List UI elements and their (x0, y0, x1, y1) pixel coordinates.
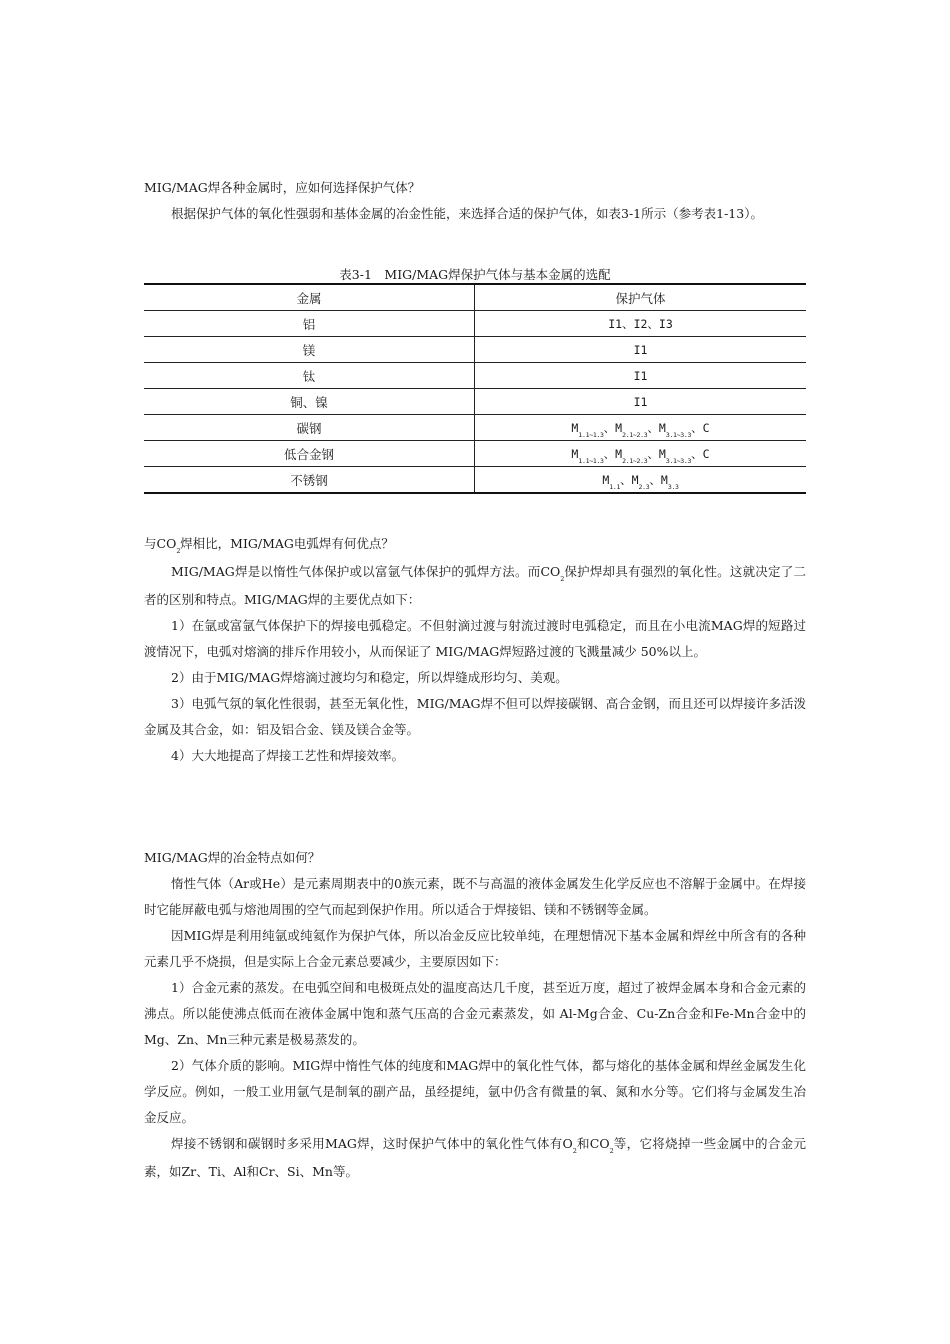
paragraph: 2）气体介质的影响。MIG焊中惰性气体的纯度和MAG焊中的氧化性气体，都与熔化的基体金属和焊丝金属发生化学反应。例如，一般工业用氩气是制氧的副产品，虽经提纯，氩中仍含有微量的氧、氮和水分等。它们将与金属发生冶金反应。 (144, 1058, 806, 1125)
table-row (144, 337, 806, 363)
metal-cell: 镁 (144, 337, 475, 363)
gas-metal-table (144, 283, 806, 494)
question-title: MIG/MAG焊的冶金特点如何？ (144, 850, 321, 865)
header-metal: 金属 (144, 284, 475, 311)
gas-cell: I1、I2、I3 (475, 311, 807, 337)
section-metallurgy (144, 845, 806, 1185)
paragraph: 焊接不锈钢和碳钢时多采用MAG焊，这时保护气体中的氧化性气体有$O_2$和$CO_2$等，它将烧掉一些金属中的合金元素，如Zr、Ti、Al和Cr、Si、Mn等。 (144, 1136, 806, 1179)
list-item: 1）在氩或富氩气体保护下的焊接电弧稳定。不但射滴过渡与射流过渡时电弧稳定，而且在小电流MAG焊的短路过渡情况下，电弧对熔滴的排斥作用较小，从而保证了 MIG/MAG焊短路过渡的飞溅量减少 50%以上。 (144, 618, 806, 659)
metal-cell: 不锈钢 (144, 467, 475, 494)
table-row (144, 415, 806, 441)
paragraph: 1）合金元素的蒸发。在电弧空间和电极斑点处的温度高达几千度，甚至近万度，超过了被焊金属本身和合金元素的沸点。所以能使沸点低而在液体金属中饱和蒸气压高的合金元素蒸发，如 Al-Mg合金、Cu-Zn合金和Fe-Mn合金中的Mg、Zn、Mn三种元素是极易蒸发的。 (144, 980, 806, 1047)
question-title: 与$CO_2$焊相比，MIG/MAG电弧焊有何优点？ (144, 536, 394, 555)
gas-cell: I1 (475, 363, 807, 389)
paragraph: 惰性气体（Ar或He）是元素周期表中的0族元素，既不与高温的液体金属发生化学反应也不溶解于金属中。在焊接时它能屏蔽电弧与熔池周围的空气而起到保护作用。所以适合于焊接铝、镁和不锈钢等金属。 (144, 876, 806, 917)
gas-cell: $M_{1.1}$、$M_{2.3}$、$M_{3.3}$ (475, 467, 807, 494)
metal-cell: 铝 (144, 311, 475, 337)
section-gas-selection (144, 175, 806, 227)
paragraph: 根据保护气体的氧化性强弱和基体金属的冶金性能，来选择合适的保护气体，如表3-1所示（参考表1-13）。 (171, 206, 763, 221)
metal-cell: 钛 (144, 363, 475, 389)
gas-cell: $M_{1.1\sim 1.3}$、$M_{2.1\sim 2.3}$、$M_{3.1\sim 3.3}$、C (475, 415, 807, 441)
header-gas: 保护气体 (475, 284, 807, 311)
table-row (144, 363, 806, 389)
list-item: 4）大大地提高了焊接工艺性和焊接效率。 (171, 748, 404, 763)
metal-cell: 铜、镍 (144, 389, 475, 415)
table-caption: 表3-1 MIG/MAG焊保护气体与基本金属的选配 (339, 267, 611, 282)
paragraph: MIG/MAG焊是以惰性气体保护或以富氩气体保护的弧焊方法。而$CO_2$保护焊却具有强烈的氧化性。这就决定了二者的区别和特点。MIG/MAG焊的主要优点如下： (144, 564, 806, 607)
metal-cell: 碳钢 (144, 415, 475, 441)
question-title: MIG/MAG焊各种金属时，应如何选择保护气体？ (144, 180, 421, 195)
gas-cell: I1 (475, 337, 807, 363)
table-row (144, 441, 806, 467)
gas-cell: I1 (475, 389, 807, 415)
section-advantages (144, 531, 806, 769)
table-row (144, 311, 806, 337)
paragraph: 因MIG焊是利用纯氩或纯氦作为保护气体，所以冶金反应比较单纯，在理想情况下基本金属和焊丝中所含有的各种元素几乎不烧损，但是实际上合金元素总要减少，主要原因如下： (144, 928, 806, 969)
gas-cell: $M_{1.1\sim 1.3}$、$M_{2.1\sim 2.3}$、$M_{3.1\sim 3.3}$、C (475, 441, 807, 467)
list-item: 3）电弧气氛的氧化性很弱，甚至无氧化性，MIG/MAG焊不但可以焊接碳钢、高合金钢，而且还可以焊接许多活泼金属及其合金，如：铝及铝合金、镁及镁合金等。 (144, 696, 806, 737)
metal-cell: 低合金钢 (144, 441, 475, 467)
table-row (144, 389, 806, 415)
list-item: 2）由于MIG/MAG焊熔滴过渡均匀和稳定，所以焊缝成形均匀、美观。 (171, 670, 568, 685)
table-header-row (144, 284, 806, 311)
table-row (144, 467, 806, 494)
